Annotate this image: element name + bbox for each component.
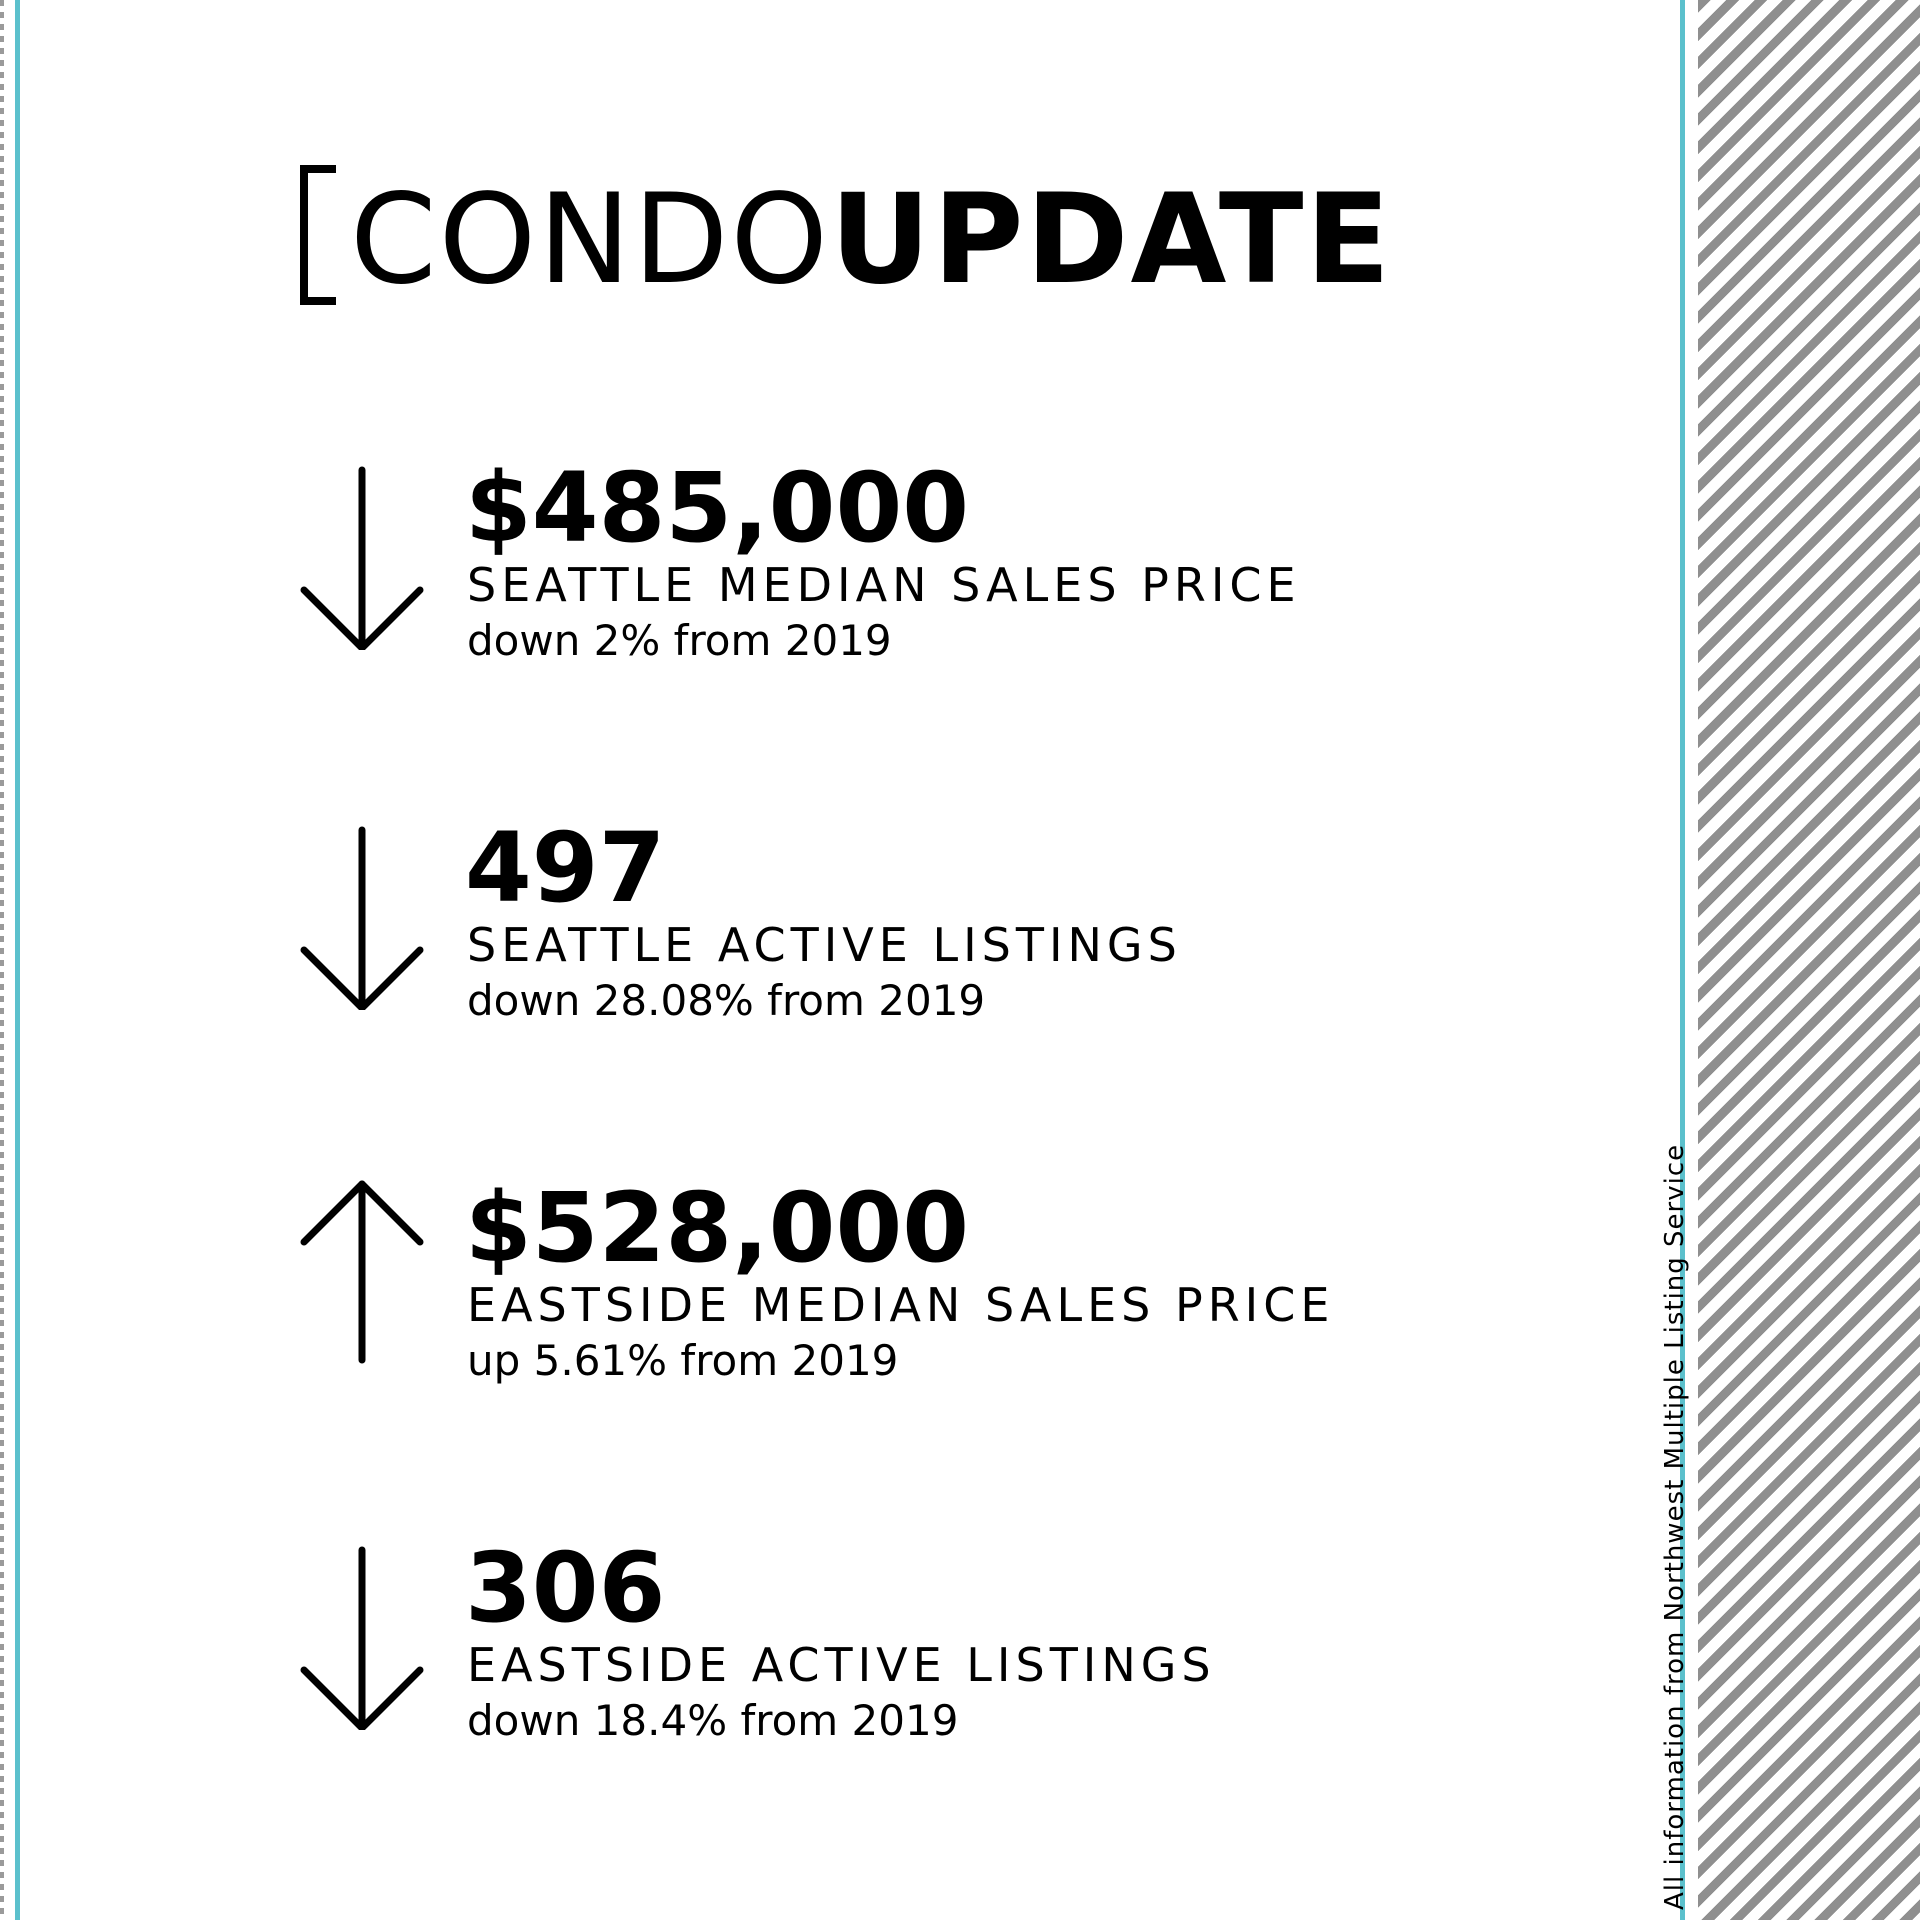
- logo-title: [350, 168, 1393, 312]
- stat-change: down 18.4% from 2019: [467, 1696, 959, 1745]
- stat-seattle-median-price: [300, 452, 1500, 665]
- bracket-icon: [300, 165, 336, 305]
- stat-change: down 2% from 2019: [467, 616, 892, 665]
- stat-value: $528,000: [465, 1172, 970, 1284]
- stat-value: $485,000: [465, 452, 970, 564]
- stat-change: down 28.08% from 2019: [467, 976, 986, 1025]
- stat-label: EASTSIDE ACTIVE LISTINGS: [467, 1638, 1216, 1692]
- stat-change: up 5.61% from 2019: [467, 1336, 899, 1385]
- stat-seattle-active-listings: [300, 812, 1500, 1025]
- stat-label: SEATTLE MEDIAN SALES PRICE: [467, 558, 1301, 612]
- stat-eastside-median-price: [300, 1172, 1500, 1385]
- diagonal-stripe-panel: [1698, 0, 1920, 1920]
- stat-value: 306: [465, 1532, 666, 1644]
- source-note: All information from Northwest Multiple Listing Service: [1660, 1143, 1690, 1910]
- arrow-down-icon: [300, 820, 424, 1010]
- condo-update-logo: [300, 160, 1400, 320]
- logo-title-light: CONDO: [350, 168, 831, 312]
- stat-label: EASTSIDE MEDIAN SALES PRICE: [467, 1278, 1335, 1332]
- arrow-down-icon: [300, 460, 424, 650]
- arrow-up-icon: [300, 1180, 424, 1370]
- stat-label: SEATTLE ACTIVE LISTINGS: [467, 918, 1182, 972]
- stat-eastside-active-listings: [300, 1532, 1500, 1745]
- logo-title-bold: UPDATE: [830, 168, 1393, 312]
- stat-value: 497: [465, 812, 666, 924]
- arrow-down-icon: [300, 1540, 424, 1730]
- left-border-decoration: [0, 0, 22, 1920]
